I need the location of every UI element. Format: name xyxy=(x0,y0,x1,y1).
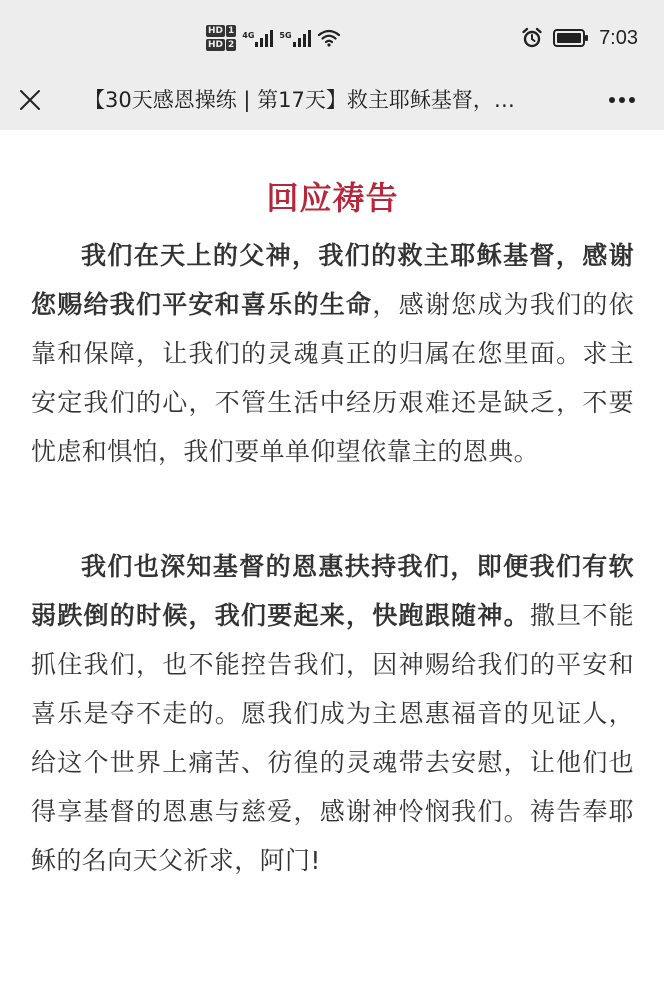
wifi-icon xyxy=(317,28,341,48)
network-4g-label: 4G xyxy=(242,31,255,40)
nav-bar xyxy=(0,70,664,130)
sim-badges xyxy=(206,25,236,51)
signal-bars-icon xyxy=(293,29,311,47)
alarm-icon xyxy=(521,27,543,49)
battery-icon xyxy=(553,29,589,47)
status-indicators xyxy=(206,22,341,54)
signal-bars-icon xyxy=(255,29,273,47)
status-bar xyxy=(0,0,664,70)
signal-5g xyxy=(279,29,310,47)
paragraph-1-bold-text: 我们在天上的父神，我们的救主耶稣基督，感谢您赐给我们平安和喜乐的生命 xyxy=(31,241,634,319)
signal-4g xyxy=(242,29,273,47)
close-icon xyxy=(19,89,41,111)
paragraph-2-text: 撒旦不能抓住我们，也不能控告我们，因神赐给我们的平安和喜乐是夺不走的。愿我们成为主恩惠福音的见证人，给这个世界上痛苦、彷徨的灵魂带去安慰，让他们也得享基督的恩惠与慈爱，感谢神怜悯我们。祷告奉耶稣的名向天父祈求，阿门! xyxy=(31,601,634,875)
sim1-hd-badge: HD 1 xyxy=(208,26,235,36)
paragraph-1-text: ，感谢您成为我们的依靠和保障，让我们的灵魂真正的归属在您里面。求主安定我们的心，不管生活中经历艰难还是缺乏，不要忧虑和惧怕，我们要单单仰望依靠主的恩典。 xyxy=(31,290,634,466)
status-time: 7:03 xyxy=(599,26,638,49)
prayer-paragraph-2 xyxy=(31,542,634,885)
paragraph-spacer xyxy=(31,476,634,542)
article-title: 回应祷告 xyxy=(266,179,399,217)
status-right-group xyxy=(521,22,638,54)
network-5g-label: 5G xyxy=(279,31,292,40)
article-body xyxy=(31,170,634,885)
paragraph-2-bold-text: 我们也深知基督的恩惠扶持我们，即便我们有软弱跌倒的时候，我们要起来，快跑跟随神。 xyxy=(31,552,634,630)
page-title: 【30天感恩操练 | 第17天】救主耶稣基督，… xyxy=(84,88,515,112)
close-button[interactable] xyxy=(14,84,46,116)
more-button[interactable] xyxy=(602,84,642,116)
prayer-paragraph-1 xyxy=(31,231,634,476)
more-icon xyxy=(608,96,636,104)
sim2-hd-badge: HD 2 xyxy=(208,40,235,50)
